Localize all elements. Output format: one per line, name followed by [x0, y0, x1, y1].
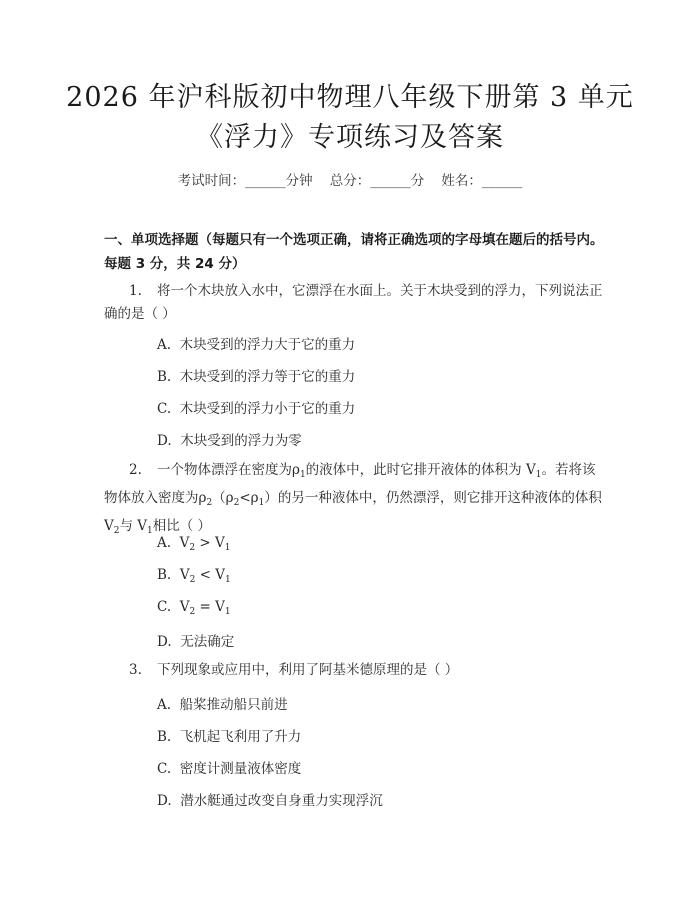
question-text-part: （ρ: [212, 490, 234, 506]
section-heading: 一、单项选择题（每题只有一个选项正确，请将正确选项的字母填在题后的括号内。每题 3 分，共 24 分）: [104, 232, 604, 272]
option-var: V: [179, 535, 190, 551]
question-3-option-d: D. 潜水艇通过改变自身重力实现浮沉: [157, 793, 383, 809]
question-text: 将一个木块放入水中，它漂浮在水面上。关于木块受到的浮力，下列说法正确的是（ ）: [104, 283, 603, 322]
subscript: 2: [233, 498, 240, 508]
question-2-option-b: [157, 567, 231, 585]
subscript: 2: [206, 498, 213, 508]
option-operator: <: [195, 567, 216, 583]
option-operator: >: [195, 535, 216, 551]
question-text: 下列现象或应用中，利用了阿基米德原理的是（ ）: [157, 662, 459, 678]
question-3-option-c: C. 密度计测量液体密度: [157, 761, 302, 777]
question-number: 1.: [129, 283, 142, 299]
question-text-part: ）的另一种液体中，仍然漂浮，则它排开这种液体的体积 V: [104, 490, 602, 534]
question-text-part: 与 V: [119, 518, 148, 534]
exam-info-line: 考试时间：______分钟 总分：______分 姓名：______: [177, 173, 523, 189]
document-title-line2: 《浮力》专项练习及答案: [196, 122, 504, 153]
subscript: 1: [258, 498, 265, 508]
question-1: [104, 280, 604, 326]
subscript: 1: [224, 607, 231, 617]
question-3-option-a: A. 船桨推动船只前进: [157, 697, 288, 713]
question-2-option-a: [157, 535, 231, 553]
question-1-option-c: C. 木块受到的浮力小于它的重力: [157, 401, 356, 417]
subscript: 2: [113, 526, 120, 536]
subscript: 1: [299, 470, 306, 480]
question-text-part: <ρ: [239, 490, 259, 506]
question-1-option-d: D. 木块受到的浮力为零: [157, 433, 302, 449]
option-letter: B.: [157, 567, 172, 583]
option-var: V: [179, 567, 190, 583]
option-var: V: [215, 567, 225, 583]
question-3: [104, 659, 604, 682]
subscript: 1: [535, 470, 542, 480]
question-text-part: 相比（ ）: [152, 518, 212, 534]
question-number: 2.: [129, 462, 142, 478]
subscript: 2: [189, 543, 196, 553]
question-number: 3.: [129, 662, 142, 678]
document-title-line1: 2026 年沪科版初中物理八年级下册第 3 单元: [66, 82, 634, 113]
question-text-part: 一个物体漂浮在密度为ρ: [157, 462, 300, 478]
subscript: 1: [147, 526, 153, 536]
subscript: 1: [224, 575, 231, 585]
subscript: 2: [189, 607, 196, 617]
question-text-part: 。若将该物体放入密度为ρ: [104, 462, 596, 506]
option-var: V: [215, 535, 225, 551]
question-1-option-a: A. 木块受到的浮力大于它的重力: [157, 337, 356, 353]
subscript: 1: [224, 543, 231, 553]
question-2-option-c: [157, 599, 231, 617]
subscript: 2: [189, 575, 196, 585]
option-letter: C.: [157, 599, 172, 615]
option-var: V: [179, 599, 190, 615]
question-2: [104, 459, 604, 543]
option-letter: A.: [157, 535, 172, 551]
question-text-part: 的液体中，此时它排开液体的体积为 V: [305, 462, 536, 478]
question-1-option-b: B. 木块受到的浮力等于它的重力: [157, 369, 356, 385]
option-operator: =: [195, 599, 216, 615]
question-3-option-b: B. 飞机起飞利用了升力: [157, 729, 302, 745]
option-var: V: [215, 599, 225, 615]
question-2-option-d: D. 无法确定: [157, 634, 235, 650]
